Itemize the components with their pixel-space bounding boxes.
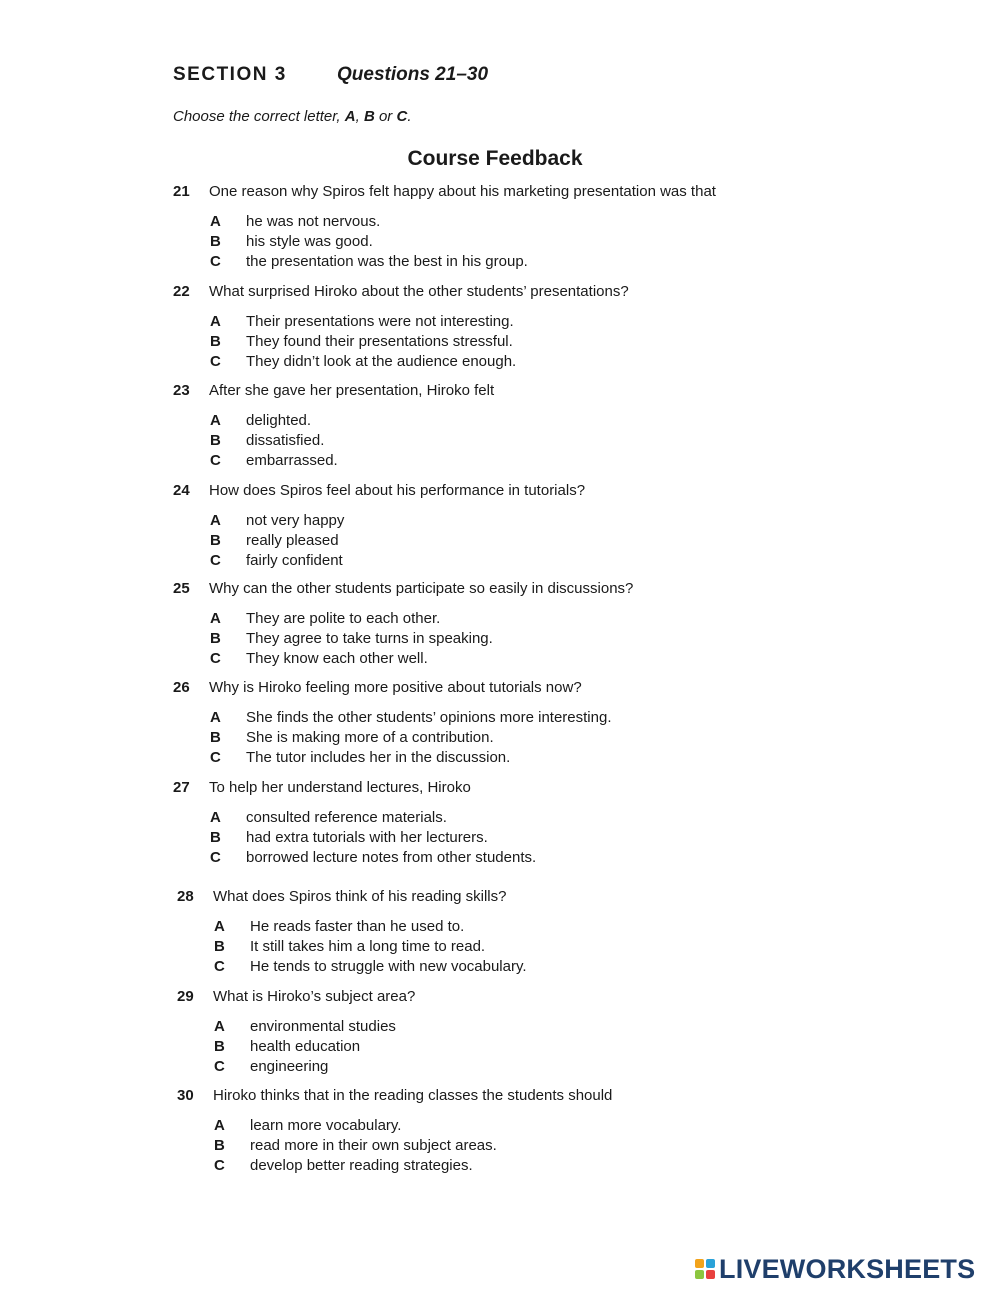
option-letter: B: [210, 829, 221, 846]
option-text: engineering: [250, 1058, 329, 1075]
option-letter: B: [210, 532, 221, 549]
option-text: read more in their own subject areas.: [250, 1137, 497, 1154]
question-text: How does Spiros feel about his performance in tutorials?: [209, 482, 586, 499]
option-letter: C: [210, 353, 221, 370]
option-letter: A: [210, 213, 221, 230]
option-letter: B: [210, 630, 221, 647]
logo-block-2: [706, 1259, 715, 1268]
logo-blocks-icon: [695, 1259, 715, 1279]
question-number: 21: [173, 183, 190, 200]
option-text: He reads faster than he used to.: [250, 918, 465, 935]
option-letter: A: [214, 918, 225, 935]
option-letter: B: [210, 729, 221, 746]
option-text: consulted reference materials.: [246, 809, 447, 826]
option-letter: C: [210, 749, 221, 766]
option-letter: A: [210, 512, 221, 529]
logo-block-1: [695, 1259, 704, 1268]
question-text: What is Hiroko’s subject area?: [213, 988, 416, 1005]
option-letter: B: [214, 1137, 225, 1154]
option-letter: B: [214, 938, 225, 955]
option-text: not very happy: [246, 512, 345, 529]
option-letter: C: [214, 1058, 225, 1075]
option-text: the presentation was the best in his group.: [246, 253, 528, 270]
option-letter: C: [210, 452, 221, 469]
question-text: Why is Hiroko feeling more positive about tutorials now?: [209, 679, 582, 696]
option-letter: A: [214, 1018, 225, 1035]
option-text: She finds the other students’ opinions more interesting.: [246, 709, 612, 726]
option-text: It still takes him a long time to read.: [250, 938, 486, 955]
option-text: They found their presentations stressful.: [246, 333, 513, 350]
instruction-letter-c: C: [396, 108, 408, 125]
option-text: embarrassed.: [246, 452, 338, 469]
option-text: She is making more of a contribution.: [246, 729, 494, 746]
option-letter: A: [210, 709, 221, 726]
option-text: really pleased: [246, 532, 339, 549]
question-text: What does Spiros think of his reading skills?: [213, 888, 507, 905]
instruction-end: .: [407, 108, 412, 125]
option-text: He tends to struggle with new vocabulary.: [250, 958, 527, 975]
question-number: 30: [177, 1087, 194, 1104]
page-title: Course Feedback: [407, 147, 583, 170]
option-letter: B: [210, 233, 221, 250]
instruction-letter-a: A: [344, 108, 356, 125]
option-text: fairly confident: [246, 552, 343, 569]
instructions: [173, 108, 412, 125]
question-text: Why can the other students participate so easily in discussions?: [209, 580, 634, 597]
option-text: They are polite to each other.: [246, 610, 441, 627]
section-label: SECTION 3: [173, 64, 287, 85]
option-letter: A: [214, 1117, 225, 1134]
option-letter: B: [210, 432, 221, 449]
instruction-or: or: [374, 108, 397, 125]
option-text: had extra tutorials with her lecturers.: [246, 829, 488, 846]
option-letter: C: [214, 1157, 225, 1174]
option-text: borrowed lecture notes from other students.: [246, 849, 537, 866]
option-letter: C: [210, 552, 221, 569]
question-text: After she gave her presentation, Hiroko felt: [209, 382, 495, 399]
option-text: The tutor includes her in the discussion.: [246, 749, 511, 766]
question-number: 22: [173, 283, 190, 300]
logo-block-4: [706, 1270, 715, 1279]
option-text: delighted.: [246, 412, 312, 429]
option-letter: B: [210, 333, 221, 350]
option-text: learn more vocabulary.: [250, 1117, 402, 1134]
option-text: environmental studies: [250, 1018, 396, 1035]
question-text: What surprised Hiroko about the other students’ presentations?: [209, 283, 629, 300]
question-text: One reason why Spiros felt happy about his marketing presentation was that: [209, 183, 716, 200]
option-text: Their presentations were not interesting.: [246, 313, 514, 330]
option-text: develop better reading strategies.: [250, 1157, 473, 1174]
option-letter: A: [210, 610, 221, 627]
option-text: he was not nervous.: [246, 213, 381, 230]
question-number: 25: [173, 580, 190, 597]
question-number: 29: [177, 988, 194, 1005]
question-number: 27: [173, 779, 190, 796]
option-text: his style was good.: [246, 233, 373, 250]
instruction-prefix: Choose the correct letter,: [173, 108, 345, 125]
option-letter: C: [210, 849, 221, 866]
option-letter: A: [210, 313, 221, 330]
option-letter: A: [210, 412, 221, 429]
question-text: Hiroko thinks that in the reading classes the students should: [213, 1087, 613, 1104]
option-letter: C: [210, 650, 221, 667]
questions-range: Questions 21–30: [337, 64, 489, 85]
question-number: 26: [173, 679, 190, 696]
instruction-comma: ,: [355, 108, 364, 125]
logo-text: LIVEWORKSHEETS: [719, 1253, 976, 1284]
instruction-letter-b: B: [363, 108, 375, 125]
option-text: health education: [250, 1038, 361, 1055]
question-text: To help her understand lectures, Hiroko: [209, 779, 471, 796]
option-letter: B: [214, 1038, 225, 1055]
question-number: 23: [173, 382, 190, 399]
option-text: dissatisfied.: [246, 432, 325, 449]
option-text: They agree to take turns in speaking.: [246, 630, 493, 647]
question-number: 24: [173, 482, 190, 499]
question-number: 28: [177, 888, 194, 905]
option-text: They know each other well.: [246, 650, 428, 667]
option-letter: C: [214, 958, 225, 975]
option-text: They didn’t look at the audience enough.: [246, 353, 517, 370]
liveworksheets-logo: [695, 1253, 975, 1285]
option-letter: A: [210, 809, 221, 826]
logo-block-3: [695, 1270, 704, 1279]
option-letter: C: [210, 253, 221, 270]
